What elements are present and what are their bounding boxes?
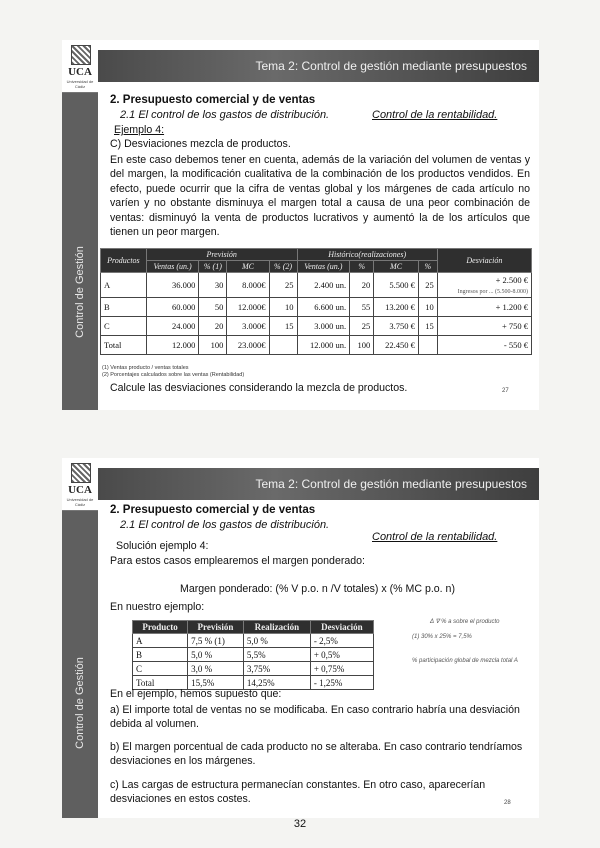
cell: 7,5 % (1) [188,634,244,648]
crest-icon [71,463,91,483]
col-ventas: Ventas (un.) [146,261,199,273]
mix-table [100,248,532,355]
cell: 20 [199,317,227,336]
col-pct1: % (1) [199,261,227,273]
col-prevision: Previsión [188,621,244,634]
rentabilidad-link: Control de la rentabilidad. [372,109,498,121]
cell: 15,5% [188,676,244,690]
cell: 15 [269,317,297,336]
cell: 13.200 € [374,298,419,317]
uca-logo [62,40,98,93]
slide-27 [62,40,539,410]
cell: B [133,648,188,662]
col-ventas-real: Ventas (un.) [297,261,350,273]
sidebar-label: Control de Gestión [74,245,86,338]
cell: 25 [418,273,437,298]
cell: 100 [350,336,374,355]
cell: 12.000 [146,336,199,355]
hemos-supuesto: En el ejemplo, hemos supuesto que: [110,688,282,700]
section-title: 2. Presupuesto comercial y de ventas [110,504,316,516]
col-producto: Producto [133,621,188,634]
assumption-a: a) El importe total de ventas no se modificaba. En caso contrario habría una desviación debida al volumen. [110,704,520,731]
slide-28 [62,458,539,818]
cell: 8.000€ [227,273,269,298]
cell: 36.000 [146,273,199,298]
col-pct-real2: % [418,261,437,273]
logo-subtext: Universidad de Cádiz [66,79,94,89]
formula: Margen ponderado: (% V p.o. n /V totales) x (% MC p.o. n) [180,583,455,595]
logo-text: UCA [68,66,92,78]
subtitle: 2.1 El control de los gastos de distribución. [120,109,330,121]
hand-note-1: Δ ∇ % a sobre el producto [430,619,500,625]
table-row [101,336,532,355]
col-realizacion: Realización [243,621,310,634]
cell: B [101,298,147,317]
assumption-b: b) El margen porcentual de cada producto no se alteraba. En caso contrario tendríamos desviaciones en los márgenes. [110,741,523,768]
note-1: (1) Ventas producto / ventas totales [102,365,189,371]
cell: + 0,75% [310,662,373,676]
en-ejemplo: En nuestro ejemplo: [110,601,205,613]
assumption-c: c) Las cargas de estructura permanecían constantes. En otro caso, aparecerían desviaciones en estos costes. [110,779,486,806]
cell: - 1,25% [310,676,373,690]
cell [418,336,437,355]
cell: 5,5% [243,648,310,662]
cell: 6.600 un. [297,298,350,317]
page-number: 28 [504,800,511,806]
col-productos: Productos [101,249,147,273]
table-row [133,634,374,648]
cell: 5.500 € [374,273,419,298]
hand-note-3: % participación global de mezcla total A [412,658,518,664]
group-historico: Histórico(realizaciones) [297,249,437,261]
intro: Para estos casos emplearemos el margen ponderado: [110,555,365,567]
cell: 3.000 un. [297,317,350,336]
cell: 15 [418,317,437,336]
cell: 3,75% [243,662,310,676]
cell: 25 [350,317,374,336]
cell: + 750 € [437,317,531,336]
cell: + 0,5% [310,648,373,662]
col-mc-real: MC [374,261,419,273]
header-title: Tema 2: Control de gestión mediante presupuestos [255,59,527,73]
c-label: C) Desviaciones mezcla de productos. [110,138,291,150]
solucion-label: Solución ejemplo 4: [116,540,209,552]
group-prevision: Previsión [146,249,297,261]
sidebar [62,40,98,410]
cell [269,336,297,355]
cell: 50 [199,298,227,317]
hand-note-2: (1) 30% x 25% = 7,5% [412,634,472,640]
desv-a: + 2.500 € [495,275,528,285]
header-bar [98,468,539,500]
paragraph: En este caso debemos tener en cuenta, además de la variación del volumen de ventas y del margen, la modificación cualitativa de la combinación de los productos vendidos. En efecto, puede ocurrir que la cifra de ventas global y los márgenes de cada artículo no varíen y no obstante disminuya el margen total a causa de una peor combinación de ventas: disminuyó la venta de productos lucrativos y aumentó la de los artículos que tienen un peor margen. [110,154,530,239]
subtitle: 2.1 El control de los gastos de distribución. [120,519,330,531]
rentabilidad-link: Control de la rentabilidad. [372,531,498,543]
margin-table [132,620,374,690]
col-pct2: % (2) [269,261,297,273]
crest-icon [71,45,91,65]
table-row [101,317,532,336]
cell: 24.000 [146,317,199,336]
cell: + 1.200 € [437,298,531,317]
cell [437,273,531,298]
table-row [133,648,374,662]
cell: 10 [269,298,297,317]
cell: 22.450 € [374,336,419,355]
cell: 10 [418,298,437,317]
cell: 5,0 % [188,648,244,662]
cell: 12.000 un. [297,336,350,355]
cell: 23.000€ [227,336,269,355]
document-page-number: 32 [293,818,307,830]
header-bar [98,50,539,82]
cell: 55 [350,298,374,317]
cell: A [133,634,188,648]
cell: C [101,317,147,336]
cell: 5,0 % [243,634,310,648]
cell: Total [101,336,147,355]
sidebar-label: Control de Gestión [74,656,86,749]
ejemplo-label: Ejemplo 4: [114,124,165,136]
table-row [101,273,532,298]
cell: C [133,662,188,676]
cell: Total [133,676,188,690]
logo-subtext: Universidad de Cádiz [66,497,94,507]
cell: 60.000 [146,298,199,317]
table-row [133,662,374,676]
logo-text: UCA [68,484,92,496]
cell: 3.750 € [374,317,419,336]
table-row [101,298,532,317]
cell: 20 [350,273,374,298]
cell: 2.400 un. [297,273,350,298]
col-desviacion: Desviación [310,621,373,634]
col-mc: MC [227,261,269,273]
cell: 12.000€ [227,298,269,317]
cell: 14,25% [243,676,310,690]
cell: 3.000€ [227,317,269,336]
col-pct-real: % [350,261,374,273]
cell: 30 [199,273,227,298]
uca-logo [62,458,98,511]
group-desviacion: Desviación [437,249,531,273]
header-title: Tema 2: Control de gestión mediante presupuestos [255,477,527,491]
page-number: 27 [502,388,509,394]
cell: - 550 € [437,336,531,355]
cell: A [101,273,147,298]
cell: 3,0 % [188,662,244,676]
note-2: (2) Porcentajes calculados sobre las ventas (Rentabilidad) [102,372,245,378]
cell: - 2,5% [310,634,373,648]
cell: 25 [269,273,297,298]
section-title: 2. Presupuesto comercial y de ventas [110,94,316,106]
cell: 100 [199,336,227,355]
sidebar [62,458,98,818]
handwritten-note: Ingresos por ... (5.500-8.000) [457,289,528,295]
calc-instruction: Calcule las desviaciones considerando la mezcla de productos. [110,382,408,394]
